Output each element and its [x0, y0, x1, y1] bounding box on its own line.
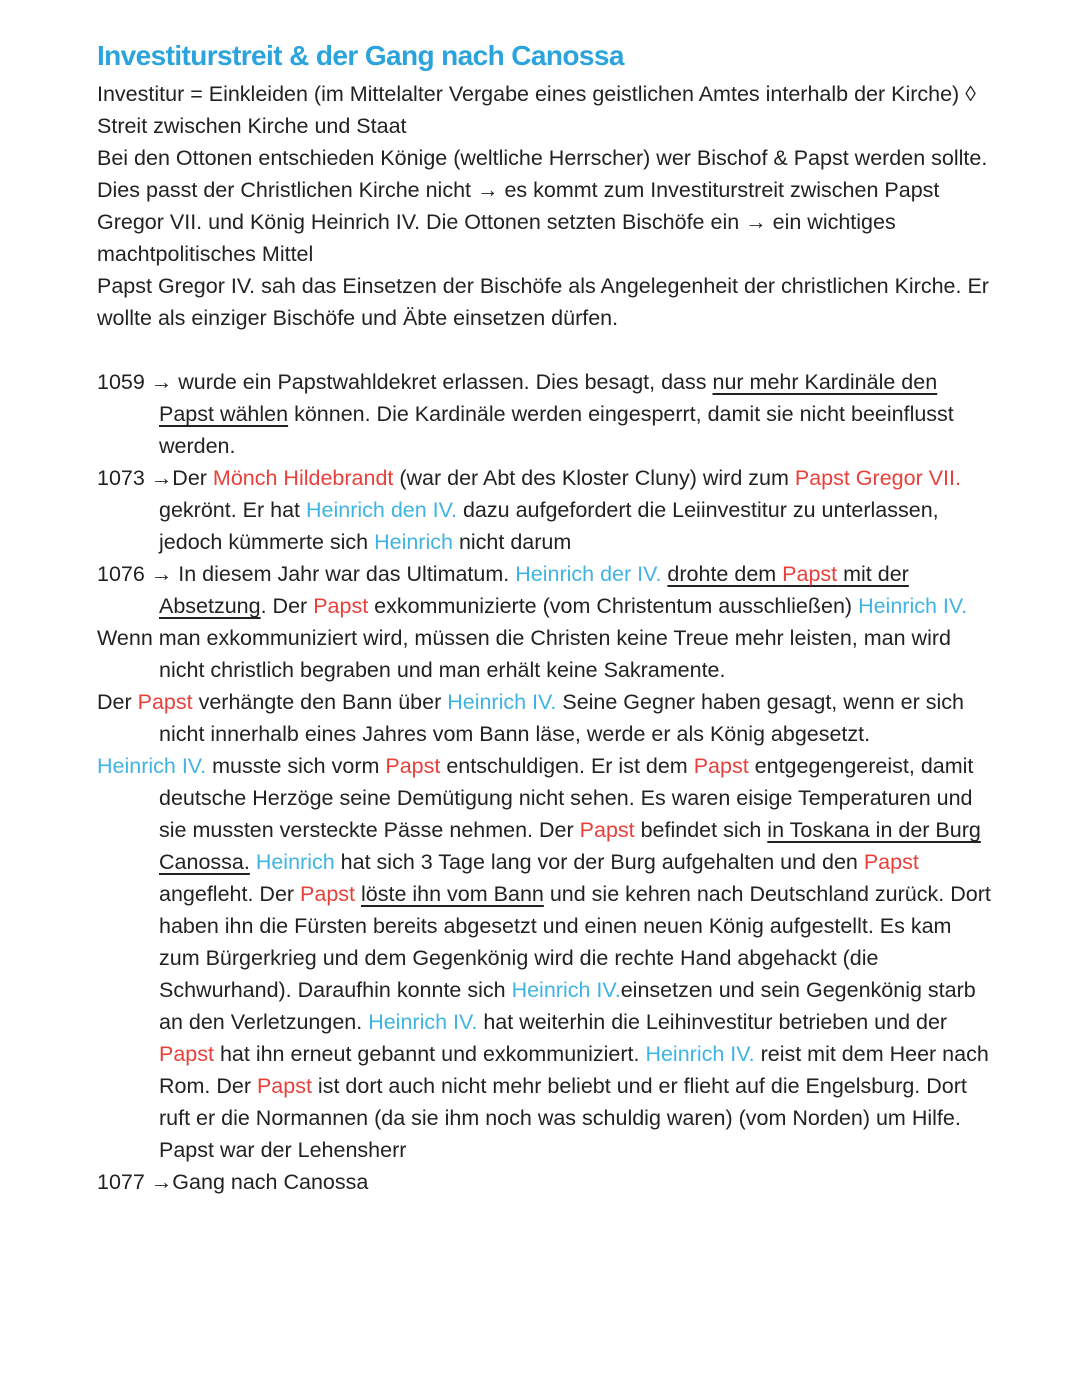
entry-1076: [97, 558, 997, 622]
name-heinrich: Heinrich IV.: [447, 690, 557, 714]
name-heinrich: Heinrich IV.: [97, 754, 207, 778]
canossa-text: ist dort auch nicht mehr beliebt und er flieht auf die Engelsburg. Dort ruft er die Normannen (da sie ihm noch was schuldig waren) (vom Norden) um Hilfe. Papst war der Lehensherr: [159, 1074, 967, 1162]
entry-1073-text: dazu aufgefordert die Leiinvestitur zu unterlassen, jedoch kümmerte sich: [159, 498, 939, 554]
canossa-text: einsetzen und sein Gegenkönig starb an den Verletzungen.: [159, 978, 976, 1034]
entry-1059-rest: können. Die Kardinäle werden eingesperrt, damit sie nicht beeinflusst werden.: [159, 402, 954, 458]
name-papst: Papst: [385, 754, 441, 778]
name-papst: Papst: [579, 818, 635, 842]
canossa-text: befindet sich: [634, 818, 768, 842]
bann-paragraph: [97, 686, 997, 750]
spacer: [97, 334, 997, 366]
canossa-text: angefleht. Der: [159, 882, 301, 906]
entry-1077: 1077 →Gang nach Canossa: [97, 1170, 369, 1194]
name-papst: Papst: [256, 1074, 312, 1098]
canossa-bann-underline: löste ihn vom Bann: [361, 882, 544, 906]
name-papst: Papst: [137, 690, 193, 714]
canossa-text: hat sich 3 Tage lang vor der Burg aufgehalten und den: [334, 850, 864, 874]
name-hildebrandt: Mönch Hildebrandt: [212, 466, 394, 490]
canossa-text: entschuldigen. Er ist dem: [440, 754, 694, 778]
name-heinrich: Heinrich den IV.: [306, 498, 457, 522]
page-title: Investiturstreit & der Gang nach Canossa: [97, 40, 624, 71]
name-papst: Papst: [863, 850, 919, 874]
name-heinrich: Heinrich der IV.: [515, 562, 662, 586]
intro-definition: Investitur = Einkleiden (im Mittelalter Vergabe eines geistlichen Amtes interhalb der Kirche) ◊ Streit zwischen Kirche und Staat: [97, 82, 976, 138]
entry-1059: [97, 366, 997, 462]
name-papst: Papst: [693, 754, 749, 778]
canossa-text: und sie kehren nach Deutschland zurück. Dort haben ihn die Fürsten bereits abgesetzt und einen neuen König aufgestellt. Es kam zum Bürgerkrieg und dem Gegenkönig wird die rechte Hand abgehackt (die Schwurhand). Daraufhin konnte sich: [159, 882, 991, 1002]
document-page: [97, 38, 997, 1198]
entry-1059-text: 1059 → wurde ein Papstwahldekret erlassen. Dies besagt, dass: [97, 370, 713, 394]
bann-text: verhängte den Bann über: [192, 690, 448, 714]
entry-1076-text: exkommunizierte (vom Christentum ausschließen): [368, 594, 859, 618]
entry-1076-text: . Der: [260, 594, 314, 618]
name-heinrich: Heinrich: [255, 850, 335, 874]
entry-1076-text: 1076 → In diesem Jahr war das Ultimatum.: [97, 562, 516, 586]
name-heinrich: Heinrich IV.: [511, 978, 621, 1002]
name-papst: Papst: [313, 594, 369, 618]
underline-text: drohte dem: [667, 562, 783, 586]
name-papst: Papst Gregor VII.: [794, 466, 961, 490]
canossa-paragraph: [97, 750, 997, 1166]
name-heinrich: Heinrich IV.: [368, 1010, 478, 1034]
name-heinrich: Heinrich IV.: [858, 594, 968, 618]
excommunication-note: Wenn man exkommuniziert wird, müssen die Christen keine Treue mehr leisten, man wird nicht christlich begraben und man erhält keine Sakramente.: [97, 626, 951, 682]
bann-text: Der: [97, 690, 138, 714]
entry-1059-underline: nur mehr Kardinäle den Papst wählen: [159, 370, 938, 426]
canossa-text: reist mit dem Heer nach Rom. Der: [159, 1042, 989, 1098]
name-papst: Papst: [300, 882, 356, 906]
name-papst: Papst: [159, 1042, 214, 1066]
intro-gregor: Papst Gregor IV. sah das Einsetzen der Bischöfe als Angelegenheit der christlichen Kirche. Er wollte als einziger Bischöfe und Äbte einsetzen dürfen.: [97, 274, 989, 330]
canossa-text: musste sich vorm: [206, 754, 386, 778]
name-heinrich: Heinrich: [374, 530, 453, 554]
canossa-location-underline: in Toskana in der Burg Canossa.: [159, 818, 981, 874]
name-heinrich: Heinrich IV.: [645, 1042, 755, 1066]
name-papst: Papst: [782, 562, 838, 586]
entry-1073-text: (war der Abt des Kloster Cluny) wird zum: [393, 466, 795, 490]
underline-text: mit der Absetzung: [159, 562, 909, 618]
entry-1073-text: gekrönt. Er hat: [159, 498, 306, 522]
canossa-text: hat weiterhin die Leihinvestitur betrieben und der: [477, 1010, 948, 1034]
canossa-text: entgegengereist, damit deutsche Herzöge seine Demütigung nicht sehen. Es waren eisige Temperaturen und sie mussten versteckte Pässe nehmen. Der: [159, 754, 974, 842]
intro-ottonen: Bei den Ottonen entschieden Könige (weltliche Herrscher) wer Bischof & Papst werden sollte. Dies passt der Christlichen Kirche nicht → es kommt zum Investiturstreit zwischen Papst Gregor VII. und König Heinrich IV. Die Ottonen setzten Bischöfe ein → ein wichtiges machtpolitisches Mittel: [97, 146, 988, 266]
bann-text: Seine Gegner haben gesagt, wenn er sich nicht innerhalb eines Jahres vom Bann läse, werde er als König abgesetzt.: [159, 690, 964, 746]
canossa-text: hat ihn erneut gebannt und exkommuniziert.: [213, 1042, 646, 1066]
entry-1073: [97, 462, 997, 558]
entry-1073-text: 1073 →Der: [97, 466, 213, 490]
entry-1073-text: nicht darum: [452, 530, 572, 554]
